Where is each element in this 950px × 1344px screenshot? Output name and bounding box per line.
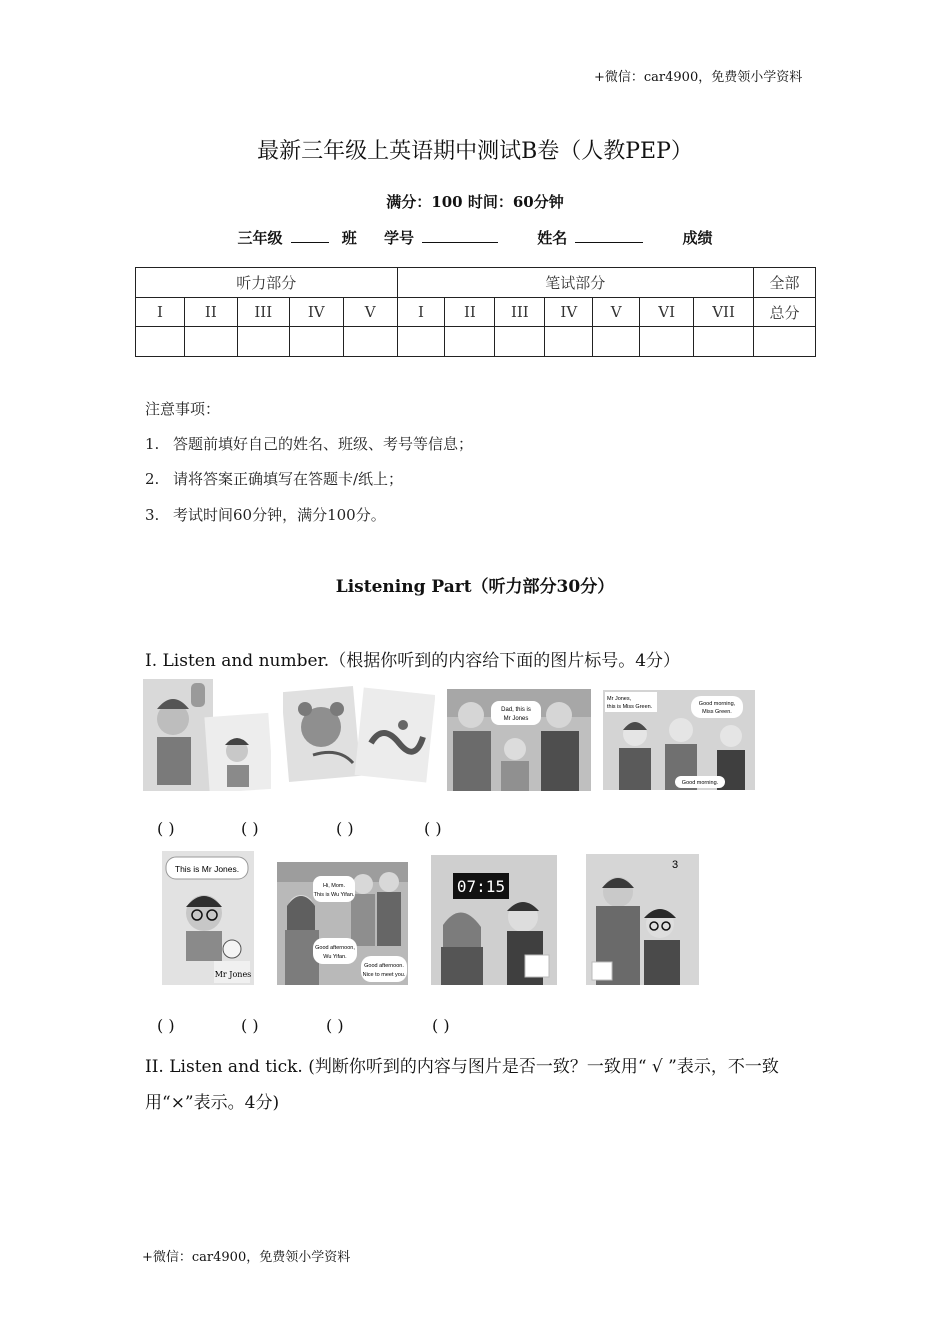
- question-1-instruction: I. Listen and number.（根据你听到的内容给下面的图片标号。4分）: [145, 651, 681, 671]
- answer-paren[interactable]: ( ): [424, 819, 442, 838]
- picture-boy-waving: [143, 679, 271, 791]
- score-cell[interactable]: [694, 327, 754, 357]
- picture-hi-mom-wu-yifan: [277, 862, 408, 985]
- score-cell[interactable]: [445, 327, 495, 357]
- writing-col: II: [445, 298, 495, 327]
- exam-subtitle: 满分：100 时间：60分钟: [386, 193, 564, 211]
- listening-col: I: [136, 298, 185, 327]
- listening-col: IV: [289, 298, 343, 327]
- score-cell[interactable]: [184, 327, 237, 357]
- p4-bubble1-line2: this is Miss Green.: [607, 704, 653, 710]
- p4-bubble2-line1: Good morning,: [698, 701, 736, 707]
- p5-caption: Mr Jones: [214, 970, 252, 979]
- header-note: +微信：car4900，免费领小学资料: [594, 70, 803, 85]
- answer-paren[interactable]: ( ): [336, 819, 354, 838]
- score-label: 成绩: [682, 229, 713, 247]
- picture-number-three: [586, 854, 699, 985]
- answer-paren[interactable]: ( ): [432, 1016, 450, 1035]
- picture-this-is-mr-jones: [162, 851, 254, 985]
- score-cell[interactable]: [343, 327, 397, 357]
- listening-part-header: 听力部分: [136, 268, 398, 298]
- p6-bubble1-line2: This is Wu Yifan.: [313, 892, 355, 898]
- note-item: 2. 请将答案正确填写在答题卡/纸上；: [145, 470, 404, 488]
- writing-col: I: [397, 298, 445, 327]
- score-cell[interactable]: [289, 327, 343, 357]
- grade-label: 三年级: [237, 229, 283, 247]
- student-info-line: [0, 227, 950, 248]
- id-blank[interactable]: [422, 228, 498, 243]
- notes-title: 注意事项：: [145, 400, 221, 418]
- score-cell[interactable]: [237, 327, 289, 357]
- total-header: 全部: [754, 268, 816, 298]
- p3-bubble-line2: Mr Jones: [503, 716, 529, 722]
- p4-bubble2-line2: Miss Green.: [702, 709, 732, 715]
- score-cell[interactable]: [593, 327, 640, 357]
- p4-bubble1-line1: Mr Jones,: [607, 696, 632, 702]
- p7-clock: 07:15: [456, 877, 506, 896]
- listening-col: II: [184, 298, 237, 327]
- picture-mr-jones-miss-green: [603, 690, 755, 790]
- name-label: 姓名: [537, 229, 568, 247]
- total-score-cell[interactable]: [754, 327, 816, 357]
- answer-paren[interactable]: ( ): [241, 819, 259, 838]
- p6-bubble1-line1: Hi, Mom.: [323, 883, 345, 889]
- footer-note: +微信：car4900，免费领小学资料: [142, 1250, 351, 1265]
- writing-col: VII: [694, 298, 754, 327]
- p4-bubble3: Good morning.: [681, 780, 719, 786]
- note-item: 1. 答题前填好自己的姓名、班级、考号等信息；: [145, 435, 474, 453]
- score-cell[interactable]: [136, 327, 185, 357]
- answer-paren[interactable]: ( ): [157, 1016, 175, 1035]
- page-title: 最新三年级上英语期中测试B卷（人教PEP）: [257, 139, 693, 164]
- picture-clock-0715: [431, 855, 557, 985]
- answer-paren[interactable]: ( ): [241, 1016, 259, 1035]
- p6-bubble3-line1: Good afternoon.: [364, 963, 404, 969]
- writing-part-header: 笔试部分: [397, 268, 753, 298]
- score-cell[interactable]: [397, 327, 445, 357]
- p3-bubble-line1: Dad, this is: [501, 707, 531, 713]
- score-cell[interactable]: [640, 327, 694, 357]
- answer-paren[interactable]: ( ): [326, 1016, 344, 1035]
- listening-col: III: [237, 298, 289, 327]
- writing-col: III: [495, 298, 545, 327]
- writing-col: VI: [640, 298, 694, 327]
- answer-paren[interactable]: ( ): [157, 819, 175, 838]
- listening-section-title: Listening Part（听力部分30分）: [335, 577, 615, 597]
- listening-col: V: [343, 298, 397, 327]
- p6-bubble2-line2: Wu Yifan.: [323, 954, 347, 960]
- note-item: 3. 考试时间60分钟，满分100分。: [145, 506, 386, 524]
- p6-bubble3-line2: Nice to meet you.: [362, 972, 406, 978]
- question-2-instruction: II. Listen and tick. (判断你听到的内容与图片是否一致？一致用“ √ ”表示，不一致用“×”表示。4分): [145, 1057, 779, 1113]
- id-label: 学号: [383, 229, 414, 247]
- p6-bubble2-line1: Good afternoon,: [315, 945, 355, 951]
- name-blank[interactable]: [575, 228, 643, 243]
- p5-bubble: This is Mr Jones.: [174, 864, 240, 874]
- p8-number: 3: [672, 859, 679, 871]
- writing-col: IV: [545, 298, 593, 327]
- grade-blank[interactable]: [291, 228, 329, 243]
- score-table: [135, 267, 816, 357]
- picture-bear-and-snake: [283, 685, 435, 783]
- score-cell[interactable]: [495, 327, 545, 357]
- writing-col: V: [593, 298, 640, 327]
- total-subheader: 总分: [754, 298, 816, 327]
- score-cell[interactable]: [545, 327, 593, 357]
- picture-dad-this-is-mr-jones: [447, 689, 591, 791]
- class-label: 班: [341, 229, 357, 247]
